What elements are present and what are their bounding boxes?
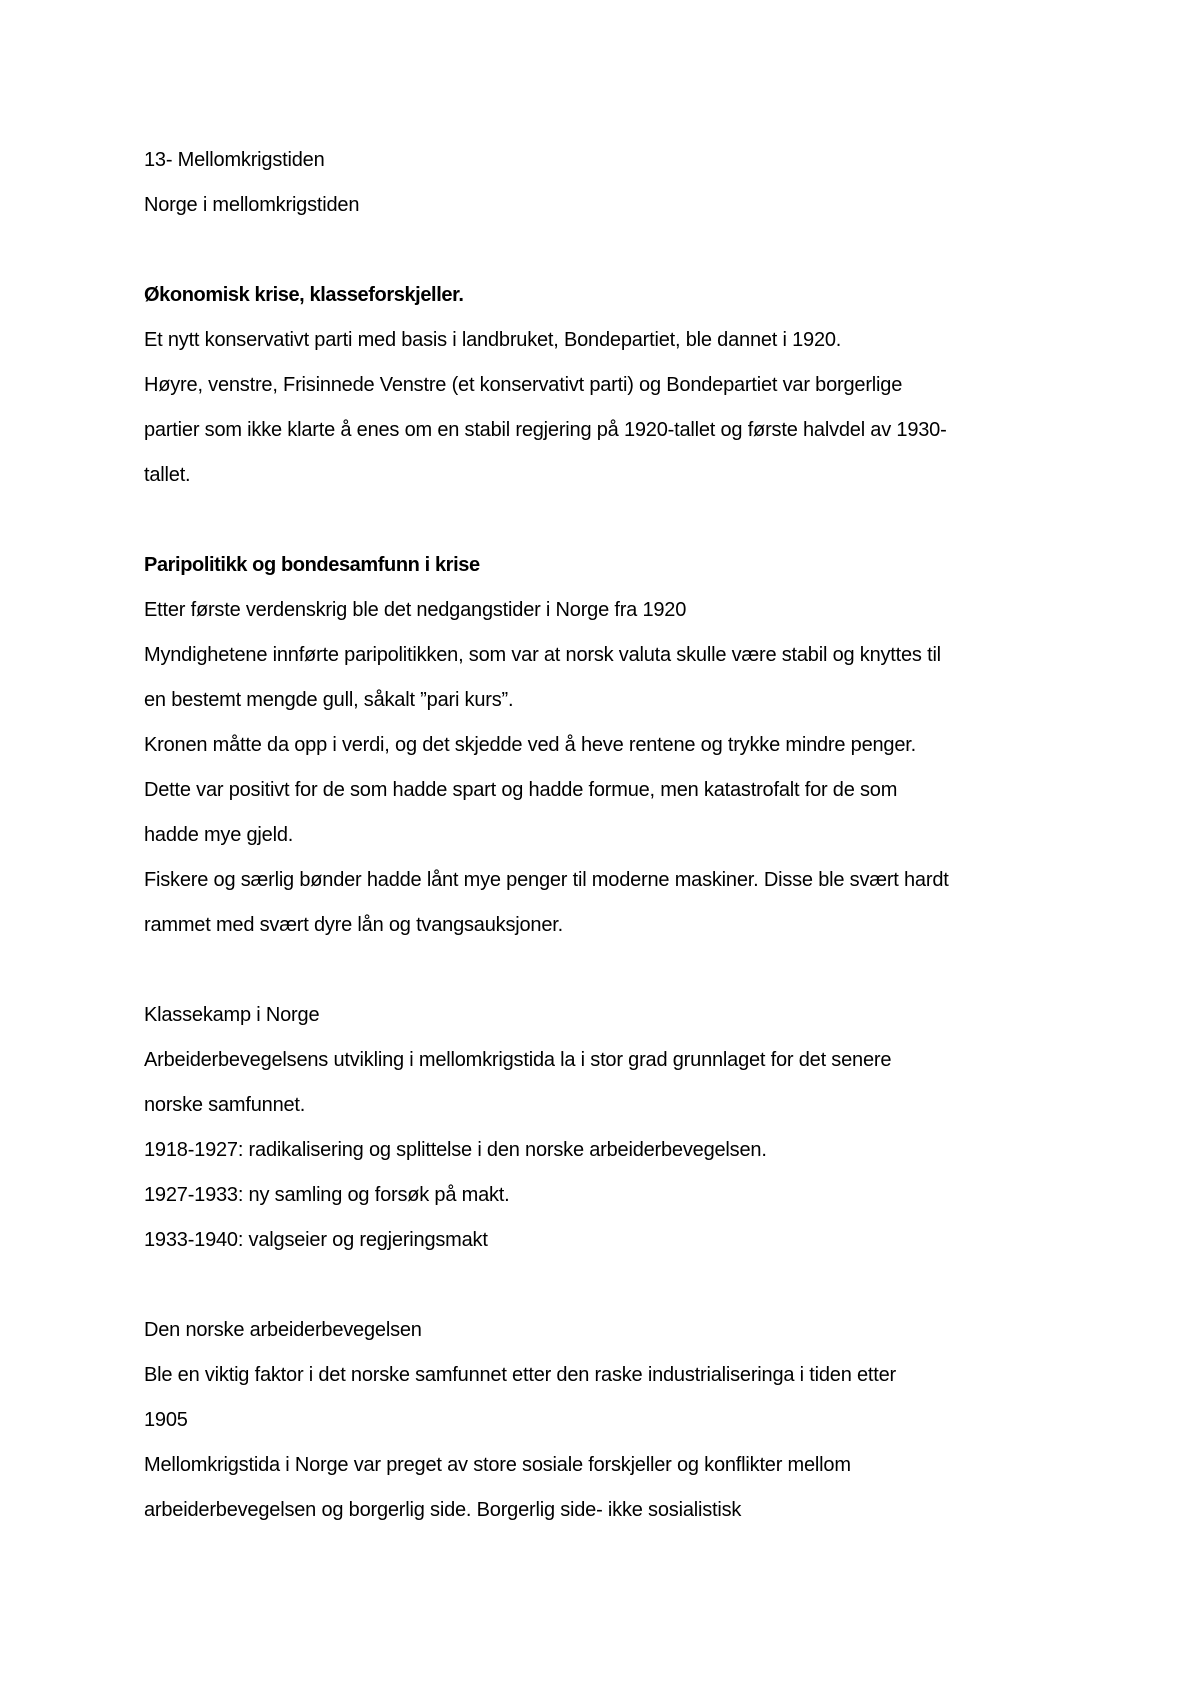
paragraph-line: 1905 (144, 1409, 188, 1431)
blank-line (144, 228, 1074, 273)
paragraph-line: 1933-1940: valgseier og regjeringsmakt (144, 1229, 488, 1251)
section-heading-arbeiderbevegelsen: Den norske arbeiderbevegelsen (144, 1319, 422, 1341)
paragraph-line: hadde mye gjeld. (144, 824, 294, 846)
paragraph-line: arbeiderbevegelsen og borgerlig side. Borgerlig side- ikke sosialistisk (144, 1499, 742, 1521)
blank-line (144, 1263, 1074, 1308)
paragraph-line: partier som ikke klarte å enes om en stabil regjering på 1920-tallet og første halvdel av 1930- (144, 419, 947, 441)
paragraph-line: Høyre, venstre, Frisinnede Venstre (et konservativt parti) og Bondepartiet var borgerlige (144, 374, 903, 396)
paragraph-line: Dette var positivt for de som hadde spart og hadde formue, men katastrofalt for de som (144, 779, 898, 801)
document-title: 13- Mellomkrigstiden (144, 149, 325, 171)
section-heading-klassekamp: Klassekamp i Norge (144, 1004, 320, 1026)
blank-line (144, 948, 1074, 993)
paragraph-line: Arbeiderbevegelsens utvikling i mellomkrigstida la i stor grad grunnlaget for det senere (144, 1049, 892, 1071)
paragraph-line: Et nytt konservativt parti med basis i landbruket, Bondepartiet, ble dannet i 1920. (144, 329, 842, 351)
document-body (144, 138, 1074, 1533)
blank-line (144, 498, 1074, 543)
paragraph-line: en bestemt mengde gull, såkalt ”pari kurs”. (144, 689, 514, 711)
paragraph-line: Ble en viktig faktor i det norske samfunnet etter den raske industrialiseringa i tiden etter (144, 1364, 897, 1386)
paragraph-line: Mellomkrigstida i Norge var preget av store sosiale forskjeller og konflikter mellom (144, 1454, 851, 1476)
paragraph-line: rammet med svært dyre lån og tvangsauksjoner. (144, 914, 563, 936)
section-heading-paripolitikk: Paripolitikk og bondesamfunn i krise (144, 554, 480, 576)
document-subtitle: Norge i mellomkrigstiden (144, 194, 360, 216)
paragraph-line: Myndighetene innførte paripolitikken, som var at norsk valuta skulle være stabil og knyttes til (144, 644, 941, 666)
paragraph-line: tallet. (144, 464, 191, 486)
paragraph-line: Fiskere og særlig bønder hadde lånt mye penger til moderne maskiner. Disse ble svært hardt (144, 869, 949, 891)
paragraph-line: Etter første verdenskrig ble det nedgangstider i Norge fra 1920 (144, 599, 687, 621)
section-heading-okonomisk-krise: Økonomisk krise, klasseforskjeller. (144, 284, 464, 306)
paragraph-line: 1918-1927: radikalisering og splittelse i den norske arbeiderbevegelsen. (144, 1139, 767, 1161)
paragraph-line: Kronen måtte da opp i verdi, og det skjedde ved å heve rentene og trykke mindre penger. (144, 734, 916, 756)
paragraph-line: 1927-1933: ny samling og forsøk på makt. (144, 1184, 510, 1206)
paragraph-line: norske samfunnet. (144, 1094, 306, 1116)
